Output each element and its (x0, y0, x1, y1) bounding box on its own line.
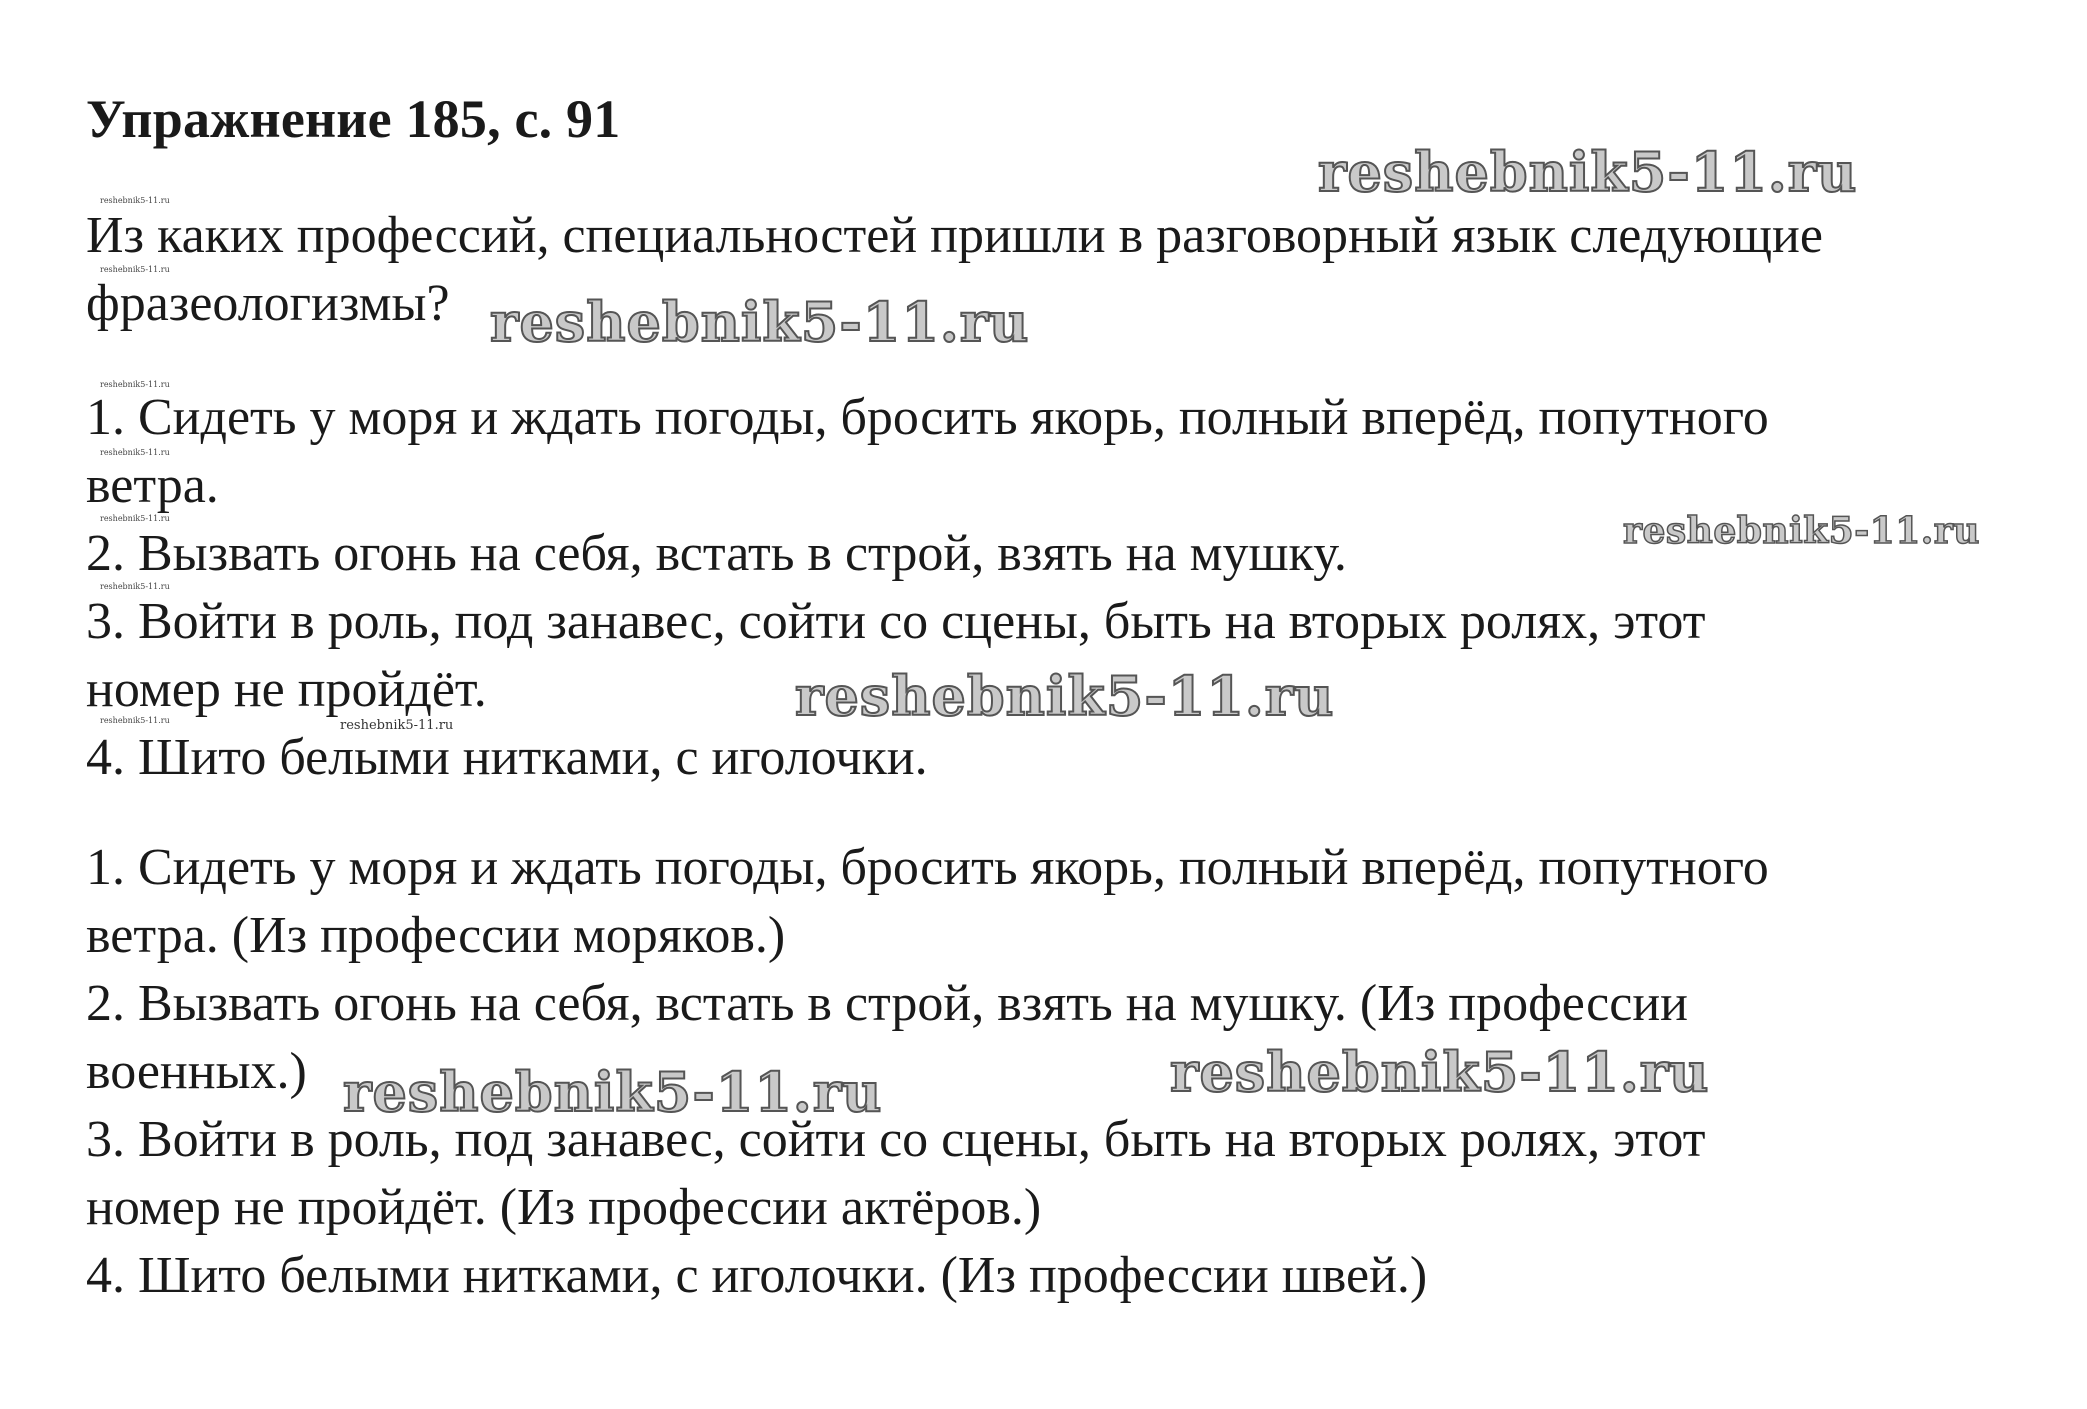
watermark-tiny: reshebnik5-11.ru (100, 196, 170, 205)
task-line: 1. Сидеть у моря и ждать погоды, бросить якорь, полный вперёд, попутного (86, 389, 1769, 446)
answer-line: 1. Сидеть у моря и ждать погоды, бросить якорь, полный вперёд, попутного (86, 839, 1769, 896)
watermark-tiny: reshebnik5-11.ru (100, 582, 170, 591)
answer-line: ветра. (Из профессии моряков.) (86, 907, 786, 964)
answer-line: военных.) (86, 1043, 307, 1100)
watermark: reshebnik5-11.ru (343, 1060, 883, 1124)
question-line: фразеологизмы? (86, 275, 450, 332)
watermark-tiny: reshebnik5-11.ru (100, 380, 170, 389)
watermark-tiny: reshebnik5-11.ru (100, 448, 170, 457)
watermark: reshebnik5-11.ru (490, 290, 1030, 354)
task-line: 4. Шито белыми нитками, с иголочки. (86, 729, 928, 786)
task-line: 3. Войти в роль, под занавес, сойти со сцены, быть на вторых ролях, этот (86, 593, 1706, 650)
answer-line: 4. Шито белыми нитками, с иголочки. (Из профессии швей.) (86, 1247, 1428, 1304)
watermark-tiny: reshebnik5-11.ru (100, 716, 170, 725)
watermark: reshebnik5-11.ru (1623, 510, 1980, 552)
answer-line: 3. Войти в роль, под занавес, сойти со сцены, быть на вторых ролях, этот (86, 1111, 1706, 1168)
answer-line: номер не пройдёт. (Из профессии актёров.) (86, 1179, 1042, 1236)
task-line: номер не пройдёт. (86, 661, 487, 718)
watermark: reshebnik5-11.ru (1170, 1040, 1710, 1104)
watermark-tiny: reshebnik5-11.ru (100, 514, 170, 523)
watermark-small: reshebnik5-11.ru (340, 718, 454, 733)
watermark: reshebnik5-11.ru (795, 664, 1335, 728)
answer-line: 2. Вызвать огонь на себя, встать в строй, взять на мушку. (Из профессии (86, 975, 1688, 1032)
watermark-tiny: reshebnik5-11.ru (100, 265, 170, 274)
task-line: ветра. (86, 457, 219, 514)
exercise-title: Упражнение 185, с. 91 (86, 89, 621, 149)
question-line: Из каких профессий, специальностей пришли в разговорный язык следующие (86, 207, 1823, 264)
watermark: reshebnik5-11.ru (1318, 140, 1858, 204)
task-line: 2. Вызвать огонь на себя, встать в строй, взять на мушку. (86, 525, 1347, 582)
